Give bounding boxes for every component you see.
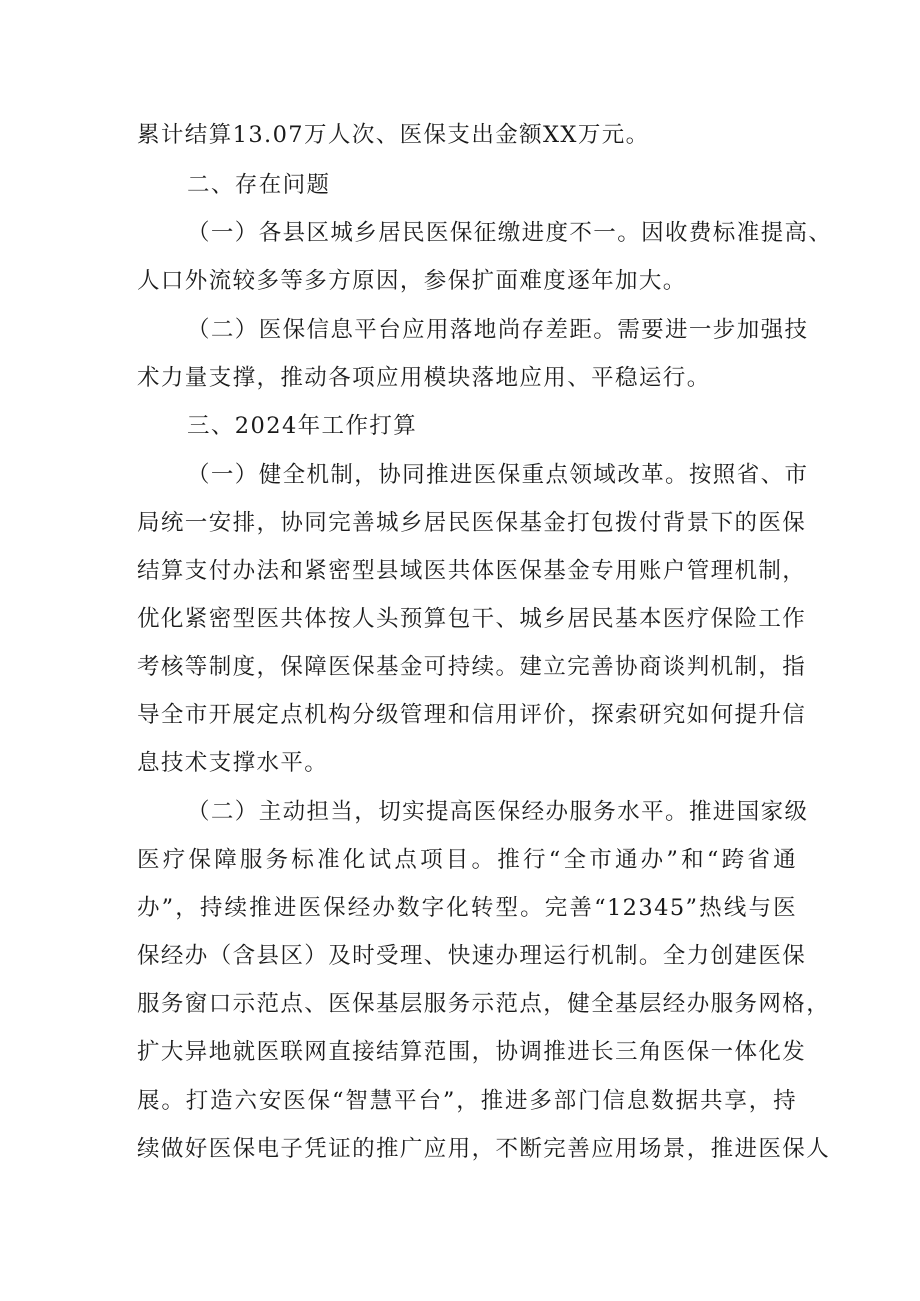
text-line-1: 累计结算13.07万人次、医保支出金额XX万元。	[137, 122, 650, 148]
text-line-11: 优化紧密型医共体按人头预算包干、城乡居民基本医疗保险工作	[137, 606, 807, 632]
text-line-21: 展。打造六安医保“智慧平台”，推进多部门信息数据共享，持	[137, 1088, 797, 1114]
text-line-9: 局统一安排，协同完善城乡居民医保基金打包拨付背景下的医保	[137, 510, 807, 536]
text-line-6: 术力量支撑，推动各项应用模块落地应用、平稳运行。	[137, 365, 711, 391]
section-heading-problems: 二、存在问题	[187, 172, 331, 198]
text-line-22: 续做好医保电子凭证的推广应用，不断完善应用场景，推进医保人	[137, 1136, 831, 1162]
text-line-5: （二）医保信息平台应用落地尚存差距。需要进一步加强技	[187, 317, 809, 343]
text-line-15: （二）主动担当，切实提高医保经办服务水平。推进国家级	[187, 799, 809, 825]
text-line-14: 息技术支撑水平。	[137, 750, 329, 776]
text-line-8: （一）健全机制，协同推进医保重点领域改革。按照省、市	[187, 462, 809, 488]
text-line-16: 医疗保障服务标准化试点项目。推行“全市通办”和“跨省通	[137, 847, 797, 873]
text-line-4: 人口外流较多等多方原因，参保扩面难度逐年加大。	[137, 268, 687, 294]
text-line-12: 考核等制度，保障医保基金可持续。建立完善协商谈判机制，指	[137, 654, 807, 680]
text-line-17: 办”，持续推进医保经办数字化转型。完善“12345”热线与医	[137, 895, 797, 921]
text-line-10: 结算支付办法和紧密型县域医共体医保基金专用账户管理机制，	[137, 558, 807, 584]
text-line-3: （一）各县区城乡居民医保征缴进度不一。因收费标准提高、	[187, 220, 833, 246]
text-line-19: 服务窗口示范点、医保基层服务示范点，健全基层经办服务网格，	[137, 991, 831, 1017]
text-line-20: 扩大异地就医联网直接结算范围，协调推进长三角医保一体化发	[137, 1039, 807, 1065]
text-line-18: 保经办（含县区）及时受理、快速办理运行机制。全力创建医保	[137, 943, 807, 969]
text-line-13: 导全市开展定点机构分级管理和信用评价，探索研究如何提升信	[137, 702, 807, 728]
section-heading-2024-plan: 三、2024年工作打算	[187, 413, 418, 439]
